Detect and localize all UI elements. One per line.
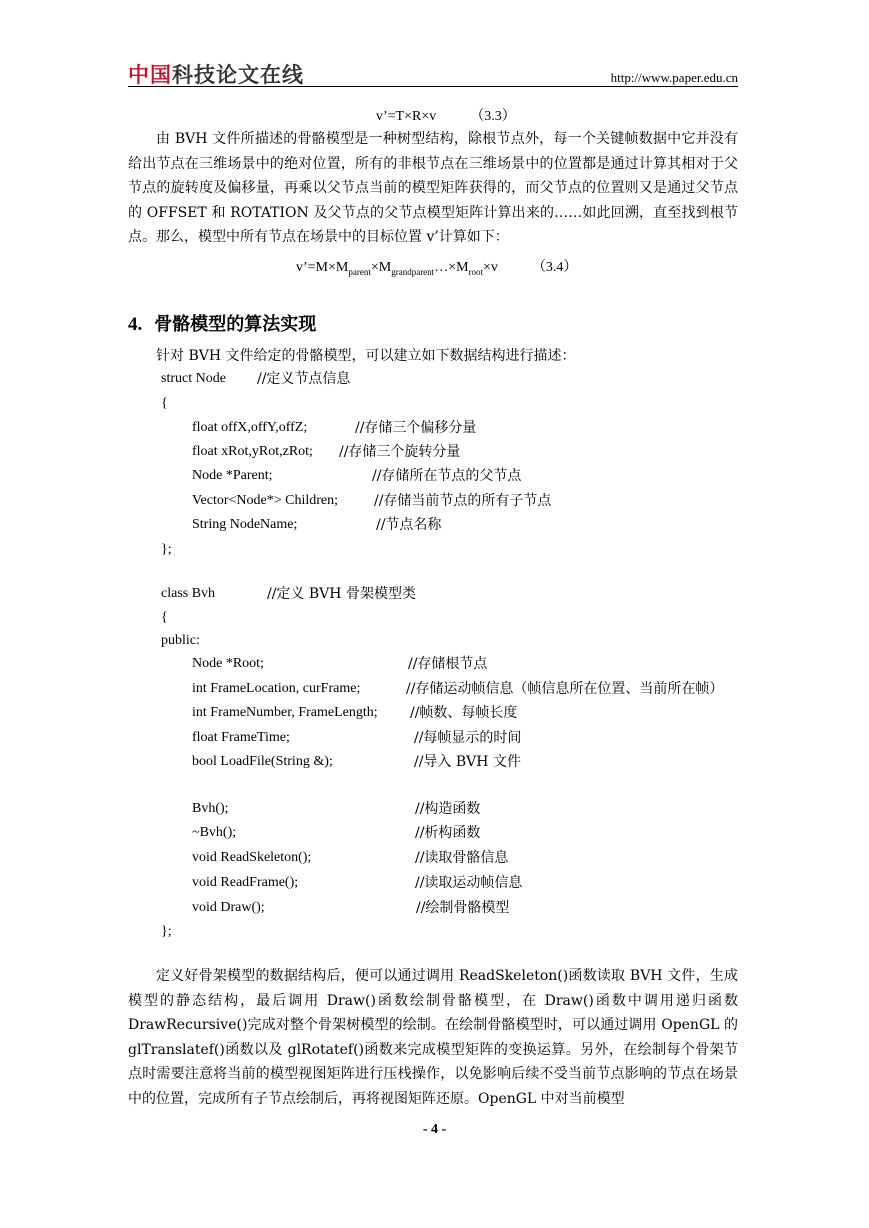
intro-paragraph: 针对 BVH 文件给定的骨骼模型，可以建立如下数据结构进行描述： bbox=[156, 348, 576, 364]
section-title: 骨骼模型的算法实现 bbox=[154, 314, 317, 335]
eq-part-2: ×M bbox=[370, 260, 392, 275]
equation-number: （3.4） bbox=[531, 260, 578, 275]
eq-sub-grandparent: grandparent bbox=[391, 266, 435, 277]
equation-3-3 bbox=[376, 105, 516, 125]
body-paragraph-2: 定义好骨架模型的数据结构后，便可以通过调用 ReadSkeleton()函数读取 BVH 文件，生成模型的静态结构，最后调用 Draw()函数绘制骨骼模型，在 Draw()函数中调用递归函数 DrawRecursive()完成对整个骨架树模型的绘制。在绘制骨骼模型时，可以通过调用 OpenGL 的 glTranslatef()函数以及 glRotatef()函数来完成模型矩阵的变换运算。另外，在绘制每个骨架节点时需要注意将当前的模型视图矩阵进行压栈操作，以免影响后续不受当前节点影响的节点在场景中的位置，完成所有子节点绘制后，再将视图矩阵还原。OpenGL 中对当前模型 bbox=[128, 968, 738, 1107]
eq-sub-root: root bbox=[468, 266, 484, 277]
page-header bbox=[128, 58, 738, 88]
logo-dark-text: 科技论文在线 bbox=[172, 63, 304, 87]
eq-part-4: ×v bbox=[483, 260, 498, 275]
eq-part-3: …×M bbox=[434, 260, 469, 275]
equation-number: （3.3） bbox=[470, 109, 516, 124]
logo-red-text: 中国 bbox=[128, 63, 172, 87]
equation-expression: v’=T×R×v bbox=[376, 109, 437, 124]
section-heading bbox=[128, 310, 316, 336]
header-url[interactable]: http://www.paper.edu.cn bbox=[610, 70, 738, 85]
header-rule bbox=[128, 86, 738, 87]
equation-3-4 bbox=[296, 256, 577, 277]
page-number: - 4 - bbox=[422, 1122, 447, 1137]
eq-sub-parent: parent bbox=[348, 266, 371, 277]
eq-part-1: v’=M×M bbox=[296, 260, 349, 275]
journal-logo bbox=[128, 59, 304, 89]
body-paragraph-1: 由 BVH 文件所描述的骨骼模型是一种树型结构，除根节点外，每一个关键帧数据中它并没有给出节点在三维场景中的绝对位置，所有的非根节点在三维场景中的位置都是通过计算其相对于父节点的旋转度及偏移量，再乘以父节点当前的模型矩阵获得的，而父节点的位置则又是通过父节点的 OFFSET 和 ROTATION 及父节点的父节点模型矩阵计算出来的……如此回溯，直至找到根节点。那么，模型中所有节点在场景中的目标位置 v’计算如下： bbox=[128, 131, 738, 245]
section-number: 4. bbox=[128, 314, 143, 335]
